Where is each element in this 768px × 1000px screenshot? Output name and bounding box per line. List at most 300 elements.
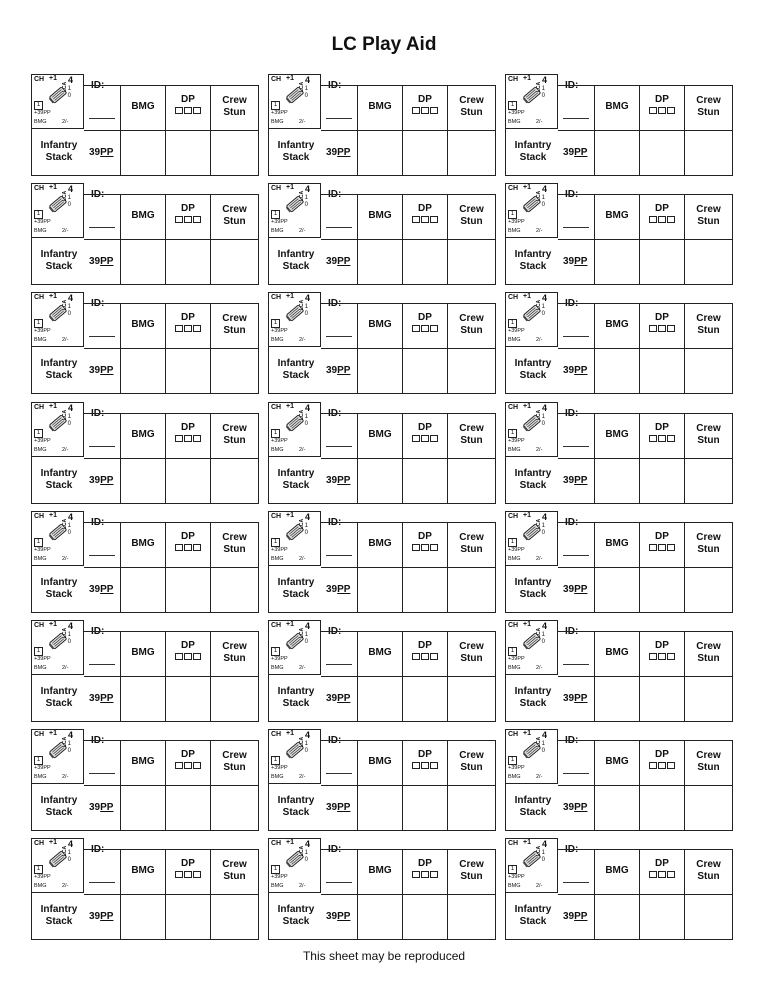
- dp-checkbox[interactable]: [667, 216, 675, 223]
- infantry-word: Infantry: [40, 795, 78, 807]
- dp-checkbox[interactable]: [184, 107, 192, 114]
- dp-checkbox[interactable]: [649, 435, 657, 442]
- lca-counter: [505, 620, 558, 675]
- dp-checkbox[interactable]: [667, 653, 675, 660]
- counter-pp: +39PP: [34, 765, 51, 772]
- counter-vehicle: LCA: [299, 518, 306, 529]
- counter-ch: CH: [508, 840, 519, 848]
- crew-stun-entry-cell[interactable]: [210, 893, 259, 940]
- dp-checkbox[interactable]: [649, 107, 657, 114]
- dp-checkbox[interactable]: [412, 653, 420, 660]
- crew-stun-entry-cell[interactable]: [210, 347, 259, 394]
- infantry-stack-label: [507, 358, 559, 382]
- pp-suffix: PP: [100, 911, 114, 923]
- infantry-word: Infantry: [514, 249, 552, 261]
- dp-checkbox[interactable]: [658, 544, 666, 551]
- crew-stun-entry-cell[interactable]: [447, 347, 496, 394]
- counter-pp: +39PP: [508, 765, 525, 772]
- dp-checkbox[interactable]: [175, 762, 183, 769]
- id-label: ID:: [328, 735, 342, 747]
- dp-checkbox[interactable]: [175, 653, 183, 660]
- dp-checkbox[interactable]: [184, 435, 192, 442]
- dp-checkbox[interactable]: [184, 653, 192, 660]
- pp-suffix: PP: [337, 693, 351, 704]
- dp-checkbox[interactable]: [667, 544, 675, 551]
- dp-checkbox[interactable]: [421, 762, 429, 769]
- dp-checkbox[interactable]: [193, 107, 201, 114]
- dp-checkboxes: [402, 544, 448, 551]
- counter-ch: CH: [34, 185, 45, 193]
- counter-level: 1: [508, 101, 517, 110]
- dp-checkbox[interactable]: [658, 107, 666, 114]
- counter-modifier: +1: [286, 402, 294, 410]
- dp-checkbox[interactable]: [184, 325, 192, 332]
- crew-stun-entry-cell[interactable]: [447, 129, 496, 176]
- dp-entry-cell[interactable]: [639, 129, 685, 176]
- bmg-header: BMG: [605, 428, 629, 440]
- crew-stun-entry-cell[interactable]: [447, 893, 496, 940]
- dp-checkbox[interactable]: [412, 544, 420, 551]
- bmg-entry-cell[interactable]: [120, 238, 166, 285]
- infantry-stack-label: [507, 468, 559, 492]
- bmg-entry-cell[interactable]: [594, 347, 640, 394]
- bmg-header: BMG: [131, 428, 155, 440]
- dp-entry-cell[interactable]: [402, 566, 448, 613]
- crew-stun-entry-cell[interactable]: [447, 457, 496, 504]
- dp-checkbox[interactable]: [658, 216, 666, 223]
- bmg-entry-cell[interactable]: [594, 566, 640, 613]
- crew-stun-entry-cell[interactable]: [210, 675, 259, 722]
- infantry-stack-label: [270, 795, 322, 819]
- crew-stun-entry-cell[interactable]: [684, 238, 733, 285]
- bmg-header: BMG: [605, 101, 629, 112]
- dp-checkbox[interactable]: [175, 871, 183, 878]
- counter-capacity: 4: [67, 511, 73, 522]
- dp-entry-cell[interactable]: [639, 347, 685, 394]
- lc-card: [505, 620, 733, 722]
- dp-entry-cell[interactable]: [639, 893, 685, 940]
- infantry-stack-label: [507, 140, 559, 164]
- dp-checkbox[interactable]: [421, 107, 429, 114]
- dp-checkbox[interactable]: [175, 435, 183, 442]
- dp-checkbox[interactable]: [658, 762, 666, 769]
- dp-checkboxes: [402, 107, 448, 114]
- dp-checkbox[interactable]: [649, 544, 657, 551]
- dp-entry-cell[interactable]: [165, 457, 211, 504]
- dp-entry-cell[interactable]: [165, 129, 211, 176]
- dp-header-block: [639, 94, 685, 114]
- lc-card: [31, 292, 259, 394]
- counter-pp: +39PP: [508, 656, 525, 662]
- dp-checkbox[interactable]: [421, 216, 429, 223]
- counter-val-a: 1: [67, 86, 71, 92]
- counter-capacity: 4: [541, 402, 547, 413]
- crew-label: Crew: [696, 204, 721, 216]
- stack-word: Stack: [519, 807, 547, 819]
- infantry-stack-label: [33, 686, 85, 710]
- counter-vehicle: LCA: [299, 191, 306, 202]
- dp-entry-cell[interactable]: [165, 675, 211, 722]
- bmg-entry-cell[interactable]: [357, 129, 403, 176]
- bmg-entry-cell[interactable]: [120, 566, 166, 613]
- lca-counter: [268, 620, 321, 675]
- dp-checkbox[interactable]: [667, 435, 675, 442]
- counter-bmg: BMG: [508, 665, 521, 671]
- counter-pp: +39PP: [34, 110, 51, 116]
- infantry-stack-label: [270, 904, 322, 928]
- crew-stun-entry-cell[interactable]: [210, 566, 259, 613]
- dp-header-block: [402, 531, 448, 551]
- dp-entry-cell[interactable]: [639, 566, 685, 613]
- infantry-word: Infantry: [514, 576, 552, 588]
- dp-checkbox[interactable]: [649, 325, 657, 332]
- pp-suffix: PP: [574, 147, 588, 158]
- lca-counter: [31, 729, 84, 784]
- counter-pp: +39PP: [271, 328, 288, 335]
- counter-val-a: 1: [304, 304, 308, 311]
- counter-level: 1: [34, 647, 43, 656]
- lca-counter: [268, 402, 321, 457]
- dp-checkbox[interactable]: [412, 325, 420, 332]
- infantry-stack-label: [507, 686, 559, 710]
- dp-checkbox[interactable]: [421, 544, 429, 551]
- counter-val-a: 1: [67, 413, 71, 420]
- dp-checkbox[interactable]: [412, 762, 420, 769]
- dp-checkbox[interactable]: [412, 435, 420, 442]
- dp-checkbox[interactable]: [649, 216, 657, 223]
- dp-checkbox[interactable]: [175, 107, 183, 114]
- stack-word: Stack: [45, 261, 73, 273]
- dp-entry-cell[interactable]: [402, 129, 448, 176]
- crew-stun-entry-cell[interactable]: [684, 784, 733, 831]
- dp-header: DP: [418, 421, 432, 433]
- dp-header-block: [639, 640, 685, 660]
- crew-stun-header: [684, 313, 733, 337]
- crew-stun-entry-cell[interactable]: [684, 675, 733, 722]
- bmg-entry-cell[interactable]: [120, 347, 166, 394]
- bmg-entry-cell[interactable]: [357, 238, 403, 285]
- crew-stun-entry-cell[interactable]: [447, 784, 496, 831]
- bmg-entry-cell[interactable]: [594, 238, 640, 285]
- dp-entry-cell[interactable]: [165, 566, 211, 613]
- dp-checkbox[interactable]: [649, 762, 657, 769]
- counter-pp: +39PP: [271, 437, 288, 444]
- counter-val-b: 0: [67, 93, 71, 99]
- counter-capacity: 4: [67, 402, 73, 413]
- counter-pp: +39PP: [34, 437, 51, 444]
- dp-checkbox[interactable]: [430, 544, 438, 551]
- bmg-entry-cell[interactable]: [594, 457, 640, 504]
- dp-checkbox[interactable]: [175, 544, 183, 551]
- pp-value: [326, 693, 350, 704]
- crew-stun-entry-cell[interactable]: [210, 129, 259, 176]
- stun-label: Stun: [460, 216, 483, 228]
- crew-label: Crew: [696, 859, 721, 871]
- dp-checkbox[interactable]: [412, 216, 420, 223]
- infantry-word: Infantry: [40, 467, 78, 479]
- dp-checkbox[interactable]: [193, 435, 201, 442]
- lca-counter: [31, 838, 84, 893]
- dp-checkbox[interactable]: [184, 762, 192, 769]
- counter-val-a: 1: [541, 413, 545, 420]
- bmg-entry-cell[interactable]: [357, 566, 403, 613]
- lca-counter: [505, 402, 558, 457]
- dp-checkbox[interactable]: [412, 871, 420, 878]
- dp-header: DP: [418, 203, 432, 215]
- dp-checkbox[interactable]: [658, 325, 666, 332]
- dp-entry-cell[interactable]: [402, 238, 448, 285]
- bmg-header: BMG: [368, 647, 392, 658]
- dp-checkbox[interactable]: [658, 435, 666, 442]
- counter-ch: CH: [34, 512, 45, 520]
- pp-number: 39: [89, 802, 101, 814]
- pp-value: [326, 584, 350, 595]
- counter-val-b: 0: [67, 529, 71, 536]
- stack-word: Stack: [282, 916, 310, 928]
- dp-entry-cell[interactable]: [402, 784, 448, 831]
- counter-bmg: BMG: [34, 774, 47, 781]
- bmg-entry-cell[interactable]: [120, 675, 166, 722]
- bmg-header: BMG: [368, 756, 392, 768]
- pp-suffix: PP: [100, 583, 114, 595]
- infantry-word: Infantry: [40, 904, 78, 916]
- pp-suffix: PP: [100, 693, 114, 704]
- counter-pp: +39PP: [34, 874, 51, 881]
- bmg-entry-cell[interactable]: [594, 129, 640, 176]
- crew-label: Crew: [222, 859, 247, 871]
- stun-label: Stun: [223, 653, 246, 664]
- dp-checkbox[interactable]: [193, 325, 201, 332]
- bmg-entry-cell[interactable]: [120, 129, 166, 176]
- dp-checkbox[interactable]: [412, 107, 420, 114]
- crew-stun-entry-cell[interactable]: [684, 893, 733, 940]
- dp-checkbox[interactable]: [175, 325, 183, 332]
- stack-word: Stack: [45, 152, 73, 163]
- counter-ch: CH: [508, 294, 519, 302]
- dp-checkbox[interactable]: [175, 216, 183, 223]
- counter-modifier: +1: [523, 839, 531, 847]
- dp-checkbox[interactable]: [430, 216, 438, 223]
- pp-number: 39: [326, 693, 338, 704]
- counter-val-a: 1: [67, 195, 71, 202]
- dp-checkbox[interactable]: [430, 762, 438, 769]
- infantry-stack-label: [33, 577, 85, 601]
- counter-val-b: 0: [67, 311, 71, 318]
- dp-checkbox[interactable]: [430, 107, 438, 114]
- counter-val-b: 0: [304, 202, 308, 209]
- dp-entry-cell[interactable]: [639, 675, 685, 722]
- counter-level: 1: [508, 647, 517, 656]
- pp-value: [563, 147, 587, 158]
- counter-level: 1: [271, 538, 280, 547]
- infantry-stack-label: [270, 140, 322, 164]
- counter-pp: +39PP: [508, 110, 525, 116]
- dp-checkbox[interactable]: [193, 871, 201, 878]
- lc-card: [505, 729, 733, 831]
- counter-modifier: +1: [523, 730, 531, 738]
- stack-word: Stack: [45, 588, 73, 600]
- dp-entry-cell[interactable]: [402, 893, 448, 940]
- counter-vehicle: LCA: [62, 737, 69, 748]
- counter-bmg: BMG: [34, 665, 47, 671]
- counter-modifier: +1: [523, 75, 531, 82]
- counter-ch: CH: [271, 840, 282, 848]
- bmg-entry-cell[interactable]: [357, 457, 403, 504]
- counter-val-a: 1: [541, 304, 545, 311]
- dp-entry-cell[interactable]: [165, 347, 211, 394]
- dp-checkboxes: [639, 325, 685, 332]
- dp-entry-cell[interactable]: [402, 457, 448, 504]
- dp-entry-cell[interactable]: [165, 238, 211, 285]
- bmg-entry-cell[interactable]: [357, 784, 403, 831]
- dp-checkbox[interactable]: [193, 653, 201, 660]
- dp-entry-cell[interactable]: [639, 457, 685, 504]
- pp-number: 39: [563, 256, 575, 268]
- counter-modifier: +1: [286, 511, 294, 519]
- pp-suffix: PP: [337, 583, 351, 595]
- bmg-entry-cell[interactable]: [120, 893, 166, 940]
- infantry-word: Infantry: [277, 140, 315, 151]
- dp-checkbox[interactable]: [430, 325, 438, 332]
- lc-card: [505, 74, 733, 176]
- counter-pp: +39PP: [508, 874, 525, 881]
- dp-entry-cell[interactable]: [639, 784, 685, 831]
- stack-word: Stack: [45, 370, 73, 382]
- crew-stun-entry-cell[interactable]: [210, 457, 259, 504]
- stun-label: Stun: [223, 762, 246, 774]
- dp-checkbox[interactable]: [667, 325, 675, 332]
- crew-stun-entry-cell[interactable]: [684, 129, 733, 176]
- crew-stun-header: [684, 204, 733, 228]
- counter-val-a: 1: [541, 522, 545, 529]
- counter-bmg-val: 2/-: [62, 665, 69, 671]
- pp-suffix: PP: [100, 474, 114, 486]
- dp-checkboxes: [639, 762, 685, 769]
- stun-label: Stun: [697, 653, 720, 664]
- dp-checkbox[interactable]: [658, 653, 666, 660]
- counter-capacity: 4: [67, 621, 73, 631]
- counter-ch: CH: [508, 403, 519, 411]
- dp-checkbox[interactable]: [430, 435, 438, 442]
- counter-vehicle: LCA: [299, 81, 306, 93]
- dp-checkbox[interactable]: [193, 216, 201, 223]
- crew-stun-entry-cell[interactable]: [210, 238, 259, 285]
- crew-stun-entry-cell[interactable]: [447, 238, 496, 285]
- dp-header: DP: [655, 640, 669, 651]
- pp-value: [563, 911, 587, 922]
- counter-val-a: 1: [541, 195, 545, 202]
- dp-checkbox[interactable]: [421, 871, 429, 878]
- dp-checkboxes: [165, 325, 211, 332]
- dp-checkbox[interactable]: [430, 871, 438, 878]
- bmg-entry-cell[interactable]: [594, 675, 640, 722]
- counter-capacity: 4: [67, 839, 73, 850]
- counter-bmg: BMG: [271, 228, 284, 235]
- counter-pp: +39PP: [271, 219, 288, 226]
- crew-stun-entry-cell[interactable]: [210, 784, 259, 831]
- stack-word: Stack: [45, 807, 73, 819]
- dp-header-block: [165, 94, 211, 114]
- dp-checkbox[interactable]: [421, 653, 429, 660]
- footer-note: This sheet may be reproduced: [302, 949, 466, 963]
- dp-checkbox[interactable]: [193, 762, 201, 769]
- pp-number: 39: [326, 365, 338, 377]
- counter-capacity: 4: [541, 184, 547, 195]
- counter-bmg: BMG: [271, 665, 284, 671]
- pp-value: [326, 365, 350, 376]
- crew-stun-entry-cell[interactable]: [684, 457, 733, 504]
- crew-stun-entry-cell[interactable]: [447, 675, 496, 722]
- counter-pp: +39PP: [34, 546, 51, 553]
- stack-word: Stack: [519, 152, 547, 163]
- bmg-entry-cell[interactable]: [120, 457, 166, 504]
- counter-bmg: BMG: [508, 555, 521, 562]
- counter-val-a: 1: [67, 522, 71, 529]
- dp-checkbox[interactable]: [430, 653, 438, 660]
- counter-pp: +39PP: [34, 656, 51, 662]
- counter-level: 1: [34, 101, 43, 110]
- bmg-entry-cell[interactable]: [357, 347, 403, 394]
- crew-stun-entry-cell[interactable]: [684, 566, 733, 613]
- bmg-entry-cell[interactable]: [594, 893, 640, 940]
- dp-checkbox[interactable]: [649, 653, 657, 660]
- crew-stun-entry-cell[interactable]: [684, 347, 733, 394]
- dp-header-block: [165, 422, 211, 442]
- pp-value: [89, 584, 113, 595]
- dp-entry-cell[interactable]: [639, 238, 685, 285]
- lc-card: [31, 620, 259, 722]
- crew-stun-entry-cell[interactable]: [447, 566, 496, 613]
- dp-entry-cell[interactable]: [165, 893, 211, 940]
- dp-checkbox[interactable]: [649, 871, 657, 878]
- dp-checkbox[interactable]: [184, 871, 192, 878]
- counter-modifier: +1: [523, 184, 531, 192]
- dp-checkbox[interactable]: [658, 871, 666, 878]
- counter-val-a: 1: [541, 741, 545, 748]
- bmg-header: BMG: [605, 756, 629, 768]
- crew-label: Crew: [696, 422, 721, 434]
- crew-label: Crew: [459, 531, 484, 543]
- infantry-word: Infantry: [40, 140, 78, 151]
- dp-checkbox[interactable]: [184, 544, 192, 551]
- dp-checkbox[interactable]: [421, 325, 429, 332]
- counter-bmg-val: 2/-: [62, 228, 69, 235]
- counter-level: 1: [271, 865, 280, 874]
- dp-checkbox[interactable]: [421, 435, 429, 442]
- id-label: ID:: [91, 407, 105, 419]
- id-label: ID:: [328, 626, 342, 637]
- stack-word: Stack: [45, 916, 73, 928]
- dp-checkbox[interactable]: [667, 871, 675, 878]
- bmg-entry-cell[interactable]: [357, 675, 403, 722]
- bmg-entry-cell[interactable]: [357, 893, 403, 940]
- bmg-entry-cell[interactable]: [120, 784, 166, 831]
- dp-entry-cell[interactable]: [402, 675, 448, 722]
- dp-entry-cell[interactable]: [402, 347, 448, 394]
- dp-checkbox[interactable]: [184, 216, 192, 223]
- dp-header-block: [402, 858, 448, 878]
- dp-checkbox[interactable]: [193, 544, 201, 551]
- dp-checkbox[interactable]: [667, 107, 675, 114]
- stack-word: Stack: [282, 261, 310, 273]
- dp-entry-cell[interactable]: [165, 784, 211, 831]
- bmg-entry-cell[interactable]: [594, 784, 640, 831]
- pp-number: 39: [326, 911, 338, 923]
- counter-val-b: 0: [304, 420, 308, 427]
- lc-card: [268, 620, 496, 722]
- dp-checkbox[interactable]: [667, 762, 675, 769]
- counter-level: 1: [271, 756, 280, 765]
